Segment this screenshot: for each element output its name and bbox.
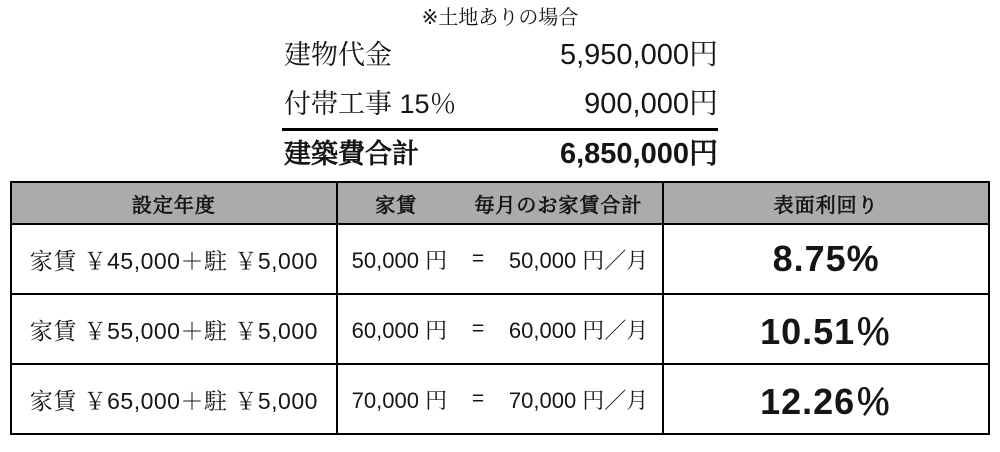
incidental-work-value: 900,000円 [584,88,718,120]
header-monthly-total: 毎月のお家賃合計 [474,194,643,217]
building-cost-label: 建物代金 [284,40,392,70]
equals-sign: = [471,387,485,410]
rent-value: 60,000 円 [351,317,448,343]
table-row [11,224,989,294]
header-surface-yield: 表面利回り [663,182,989,224]
table-row [11,364,989,434]
total-cost-label: 建築費合計 [284,139,419,169]
setting-cell: 家賃 ￥45,000＋駐 ￥5,000 [11,224,337,294]
cost-summary [282,38,718,171]
yield-cell: 12.26％ [663,364,989,434]
yield-cell: 10.51％ [663,294,989,364]
equals-sign: = [471,317,485,340]
building-cost-row [282,38,718,72]
rent-calc-cell [337,294,664,364]
setting-cell: 家賃 ￥55,000＋駐 ￥5,000 [11,294,337,364]
total-cost-value: 6,850,000円 [559,138,718,170]
header-rent-group [337,182,664,224]
setting-cell: 家賃 ￥65,000＋駐 ￥5,000 [11,364,337,434]
rent-value: 50,000 円 [351,247,448,273]
summary-divider [282,128,718,131]
table-header-row [11,182,989,224]
rent-calc-cell [337,364,664,434]
header-setting-year: 設定年度 [11,182,337,224]
header-rent: 家賃 [375,194,418,217]
incidental-work-label: 付帯工事 15％ [284,89,457,119]
incidental-work-row [282,87,718,121]
building-cost-value: 5,950,000円 [559,39,718,71]
total-cost-row [282,137,718,171]
monthly-total-value: 50,000 円／月 [508,247,649,273]
yield-table [10,181,990,435]
rent-calc-cell [337,224,664,294]
rent-value: 70,000 円 [351,387,448,413]
land-included-note: ※土地ありの場合 [421,7,579,29]
table-row [11,294,989,364]
equals-sign: = [471,247,485,270]
monthly-total-value: 60,000 円／月 [508,317,649,343]
yield-cell: 8.75% [663,224,989,294]
monthly-total-value: 70,000 円／月 [508,387,649,413]
